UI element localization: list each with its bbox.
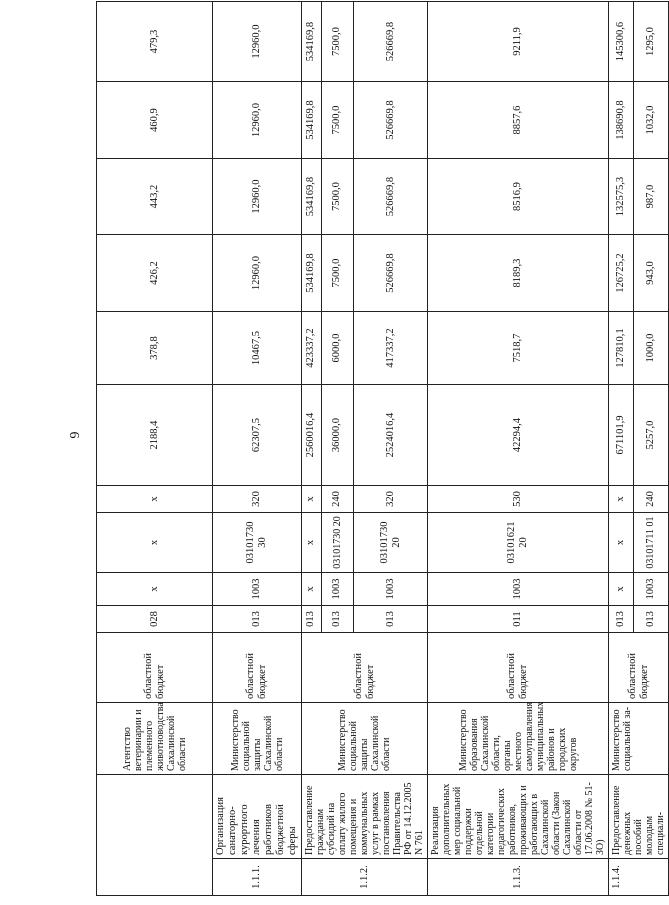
value-cell: 10467,5 [213, 312, 302, 385]
value-cell: 126725,2 [609, 235, 634, 312]
value-cell: 7500,0 [321, 235, 353, 312]
value-cell: 8516,9 [428, 159, 609, 235]
value-cell: 1000,0 [633, 312, 668, 385]
csr-cell: 03101711 01 [633, 513, 668, 573]
csr-cell: x [97, 513, 213, 573]
rz-cell: 1003 [321, 573, 353, 606]
value-cell: 42294,4 [428, 385, 609, 486]
value-cell: 2560016,4 [302, 385, 322, 486]
csr-cell: 03101621 20 [428, 513, 609, 573]
grbs-cell: 013 [354, 606, 428, 633]
organization-cell: Министерство социальной за- [609, 703, 669, 775]
item-name: Организация санаторно-курортного лечения работников бюджетной сферы [213, 775, 302, 859]
grbs-cell: 013 [302, 606, 322, 633]
table-row [609, 2, 634, 896]
vr-cell: x [97, 486, 213, 513]
item-number: 1.1.3. [428, 859, 609, 896]
item-name: Предоставление денежных пособий молодым специали- [609, 775, 669, 859]
item-number: 1.1.4. [609, 859, 669, 896]
item-number: 1.1.1. [213, 859, 302, 896]
csr-cell: x [609, 513, 634, 573]
organization-cell: Министерство образования Сахалинской области, органы местного самоуправления муниципальных районов и городских округов [428, 703, 609, 775]
csr-cell: 03101730 20 [354, 513, 428, 573]
item-name: Реализация дополнительных мер социальной поддержки отдельной категории педагогических работников, проживающих и работающих в Сахалинской области (Закон Сахалинской области от 17.06.2008 № 51-ЗО) [428, 775, 609, 859]
value-cell: 417337,2 [354, 312, 428, 385]
value-cell: 62307,5 [213, 385, 302, 486]
value-cell: 526669,8 [354, 235, 428, 312]
table-row [213, 2, 302, 896]
csr-cell: 03101730 30 [213, 513, 302, 573]
value-cell: 138690,8 [609, 82, 634, 159]
table-row [428, 2, 609, 896]
vr-cell: 240 [321, 486, 353, 513]
vr-cell: 240 [633, 486, 668, 513]
csr-cell: x [302, 513, 322, 573]
value-cell: 5257,0 [633, 385, 668, 486]
value-cell: 132575,3 [609, 159, 634, 235]
page-number: 6 [66, 431, 81, 439]
rz-cell: x [302, 573, 322, 606]
value-cell: 7500,0 [321, 82, 353, 159]
value-cell: 9211,9 [428, 2, 609, 82]
value-cell: 12960,0 [213, 2, 302, 82]
grbs-cell: 013 [213, 606, 302, 633]
value-cell: 943,0 [633, 235, 668, 312]
value-cell: 534169,8 [302, 159, 322, 235]
value-cell: 36000,0 [321, 385, 353, 486]
value-cell: 2524016,4 [354, 385, 428, 486]
value-cell: 8189,3 [428, 235, 609, 312]
source-cell: областной бюджет [302, 633, 428, 703]
source-cell: областной бюджет [97, 633, 213, 703]
csr-cell: 03101730 20 [321, 513, 353, 573]
value-cell: 7500,0 [321, 159, 353, 235]
value-cell: 534169,8 [302, 82, 322, 159]
value-cell: 145300,6 [609, 2, 634, 82]
grbs-cell: 013 [321, 606, 353, 633]
value-cell: 526669,8 [354, 159, 428, 235]
value-cell: 127810,1 [609, 312, 634, 385]
vr-cell: 320 [213, 486, 302, 513]
source-cell: областной бюджет [609, 633, 669, 703]
item-name: Предоставление гражданам субсидий на оплату жилого помещения и коммунальных услуг в рамках постановления Правительства РФ от 14.12.2005 N 761 [302, 775, 428, 859]
budget-table [96, 1, 669, 896]
source-cell: областной бюджет [428, 633, 609, 703]
value-cell: 378,8 [97, 312, 213, 385]
value-cell: 1032,0 [633, 82, 668, 159]
value-cell: 1295,0 [633, 2, 668, 82]
value-cell: 423337,2 [302, 312, 322, 385]
value-cell: 526669,8 [354, 2, 428, 82]
rz-cell: 1003 [354, 573, 428, 606]
value-cell: 12960,0 [213, 159, 302, 235]
rz-cell: 1003 [428, 573, 609, 606]
value-cell: 7518,7 [428, 312, 609, 385]
organization-cell: Министерство социальной защиты Сахалинской области [213, 703, 302, 775]
value-cell: 987,0 [633, 159, 668, 235]
rz-cell: x [609, 573, 634, 606]
table-row [97, 2, 213, 896]
rz-cell: 1003 [633, 573, 668, 606]
organization-cell: Министерство социальной защиты Сахалинской области [302, 703, 428, 775]
grbs-cell: 013 [609, 606, 634, 633]
organization-cell: Агентство ветеринарии и племенного животноводства Сахалинской области [97, 703, 213, 775]
value-cell: 12960,0 [213, 235, 302, 312]
value-cell: 534169,8 [302, 235, 322, 312]
rotated-table-area [96, 4, 666, 896]
item-number: 1.1.2. [302, 859, 428, 896]
value-cell: 8857,6 [428, 82, 609, 159]
vr-cell: x [609, 486, 634, 513]
value-cell: 443,2 [97, 159, 213, 235]
value-cell: 526669,8 [354, 82, 428, 159]
grbs-cell: 011 [428, 606, 609, 633]
vr-cell: 530 [428, 486, 609, 513]
grbs-cell: 013 [633, 606, 668, 633]
rz-cell: x [97, 573, 213, 606]
grbs-cell: 028 [97, 606, 213, 633]
value-cell: 671101,9 [609, 385, 634, 486]
table-row [302, 2, 322, 896]
value-cell: 534169,8 [302, 2, 322, 82]
rz-cell: 1003 [213, 573, 302, 606]
value-cell: 2188,4 [97, 385, 213, 486]
value-cell: 7500,0 [321, 2, 353, 82]
value-cell: 426,2 [97, 235, 213, 312]
value-cell: 460,9 [97, 82, 213, 159]
value-cell: 479,3 [97, 2, 213, 82]
value-cell: 12960,0 [213, 82, 302, 159]
vr-cell: 320 [354, 486, 428, 513]
vr-cell: x [302, 486, 322, 513]
source-cell: областной бюджет [213, 633, 302, 703]
value-cell: 6000,0 [321, 312, 353, 385]
